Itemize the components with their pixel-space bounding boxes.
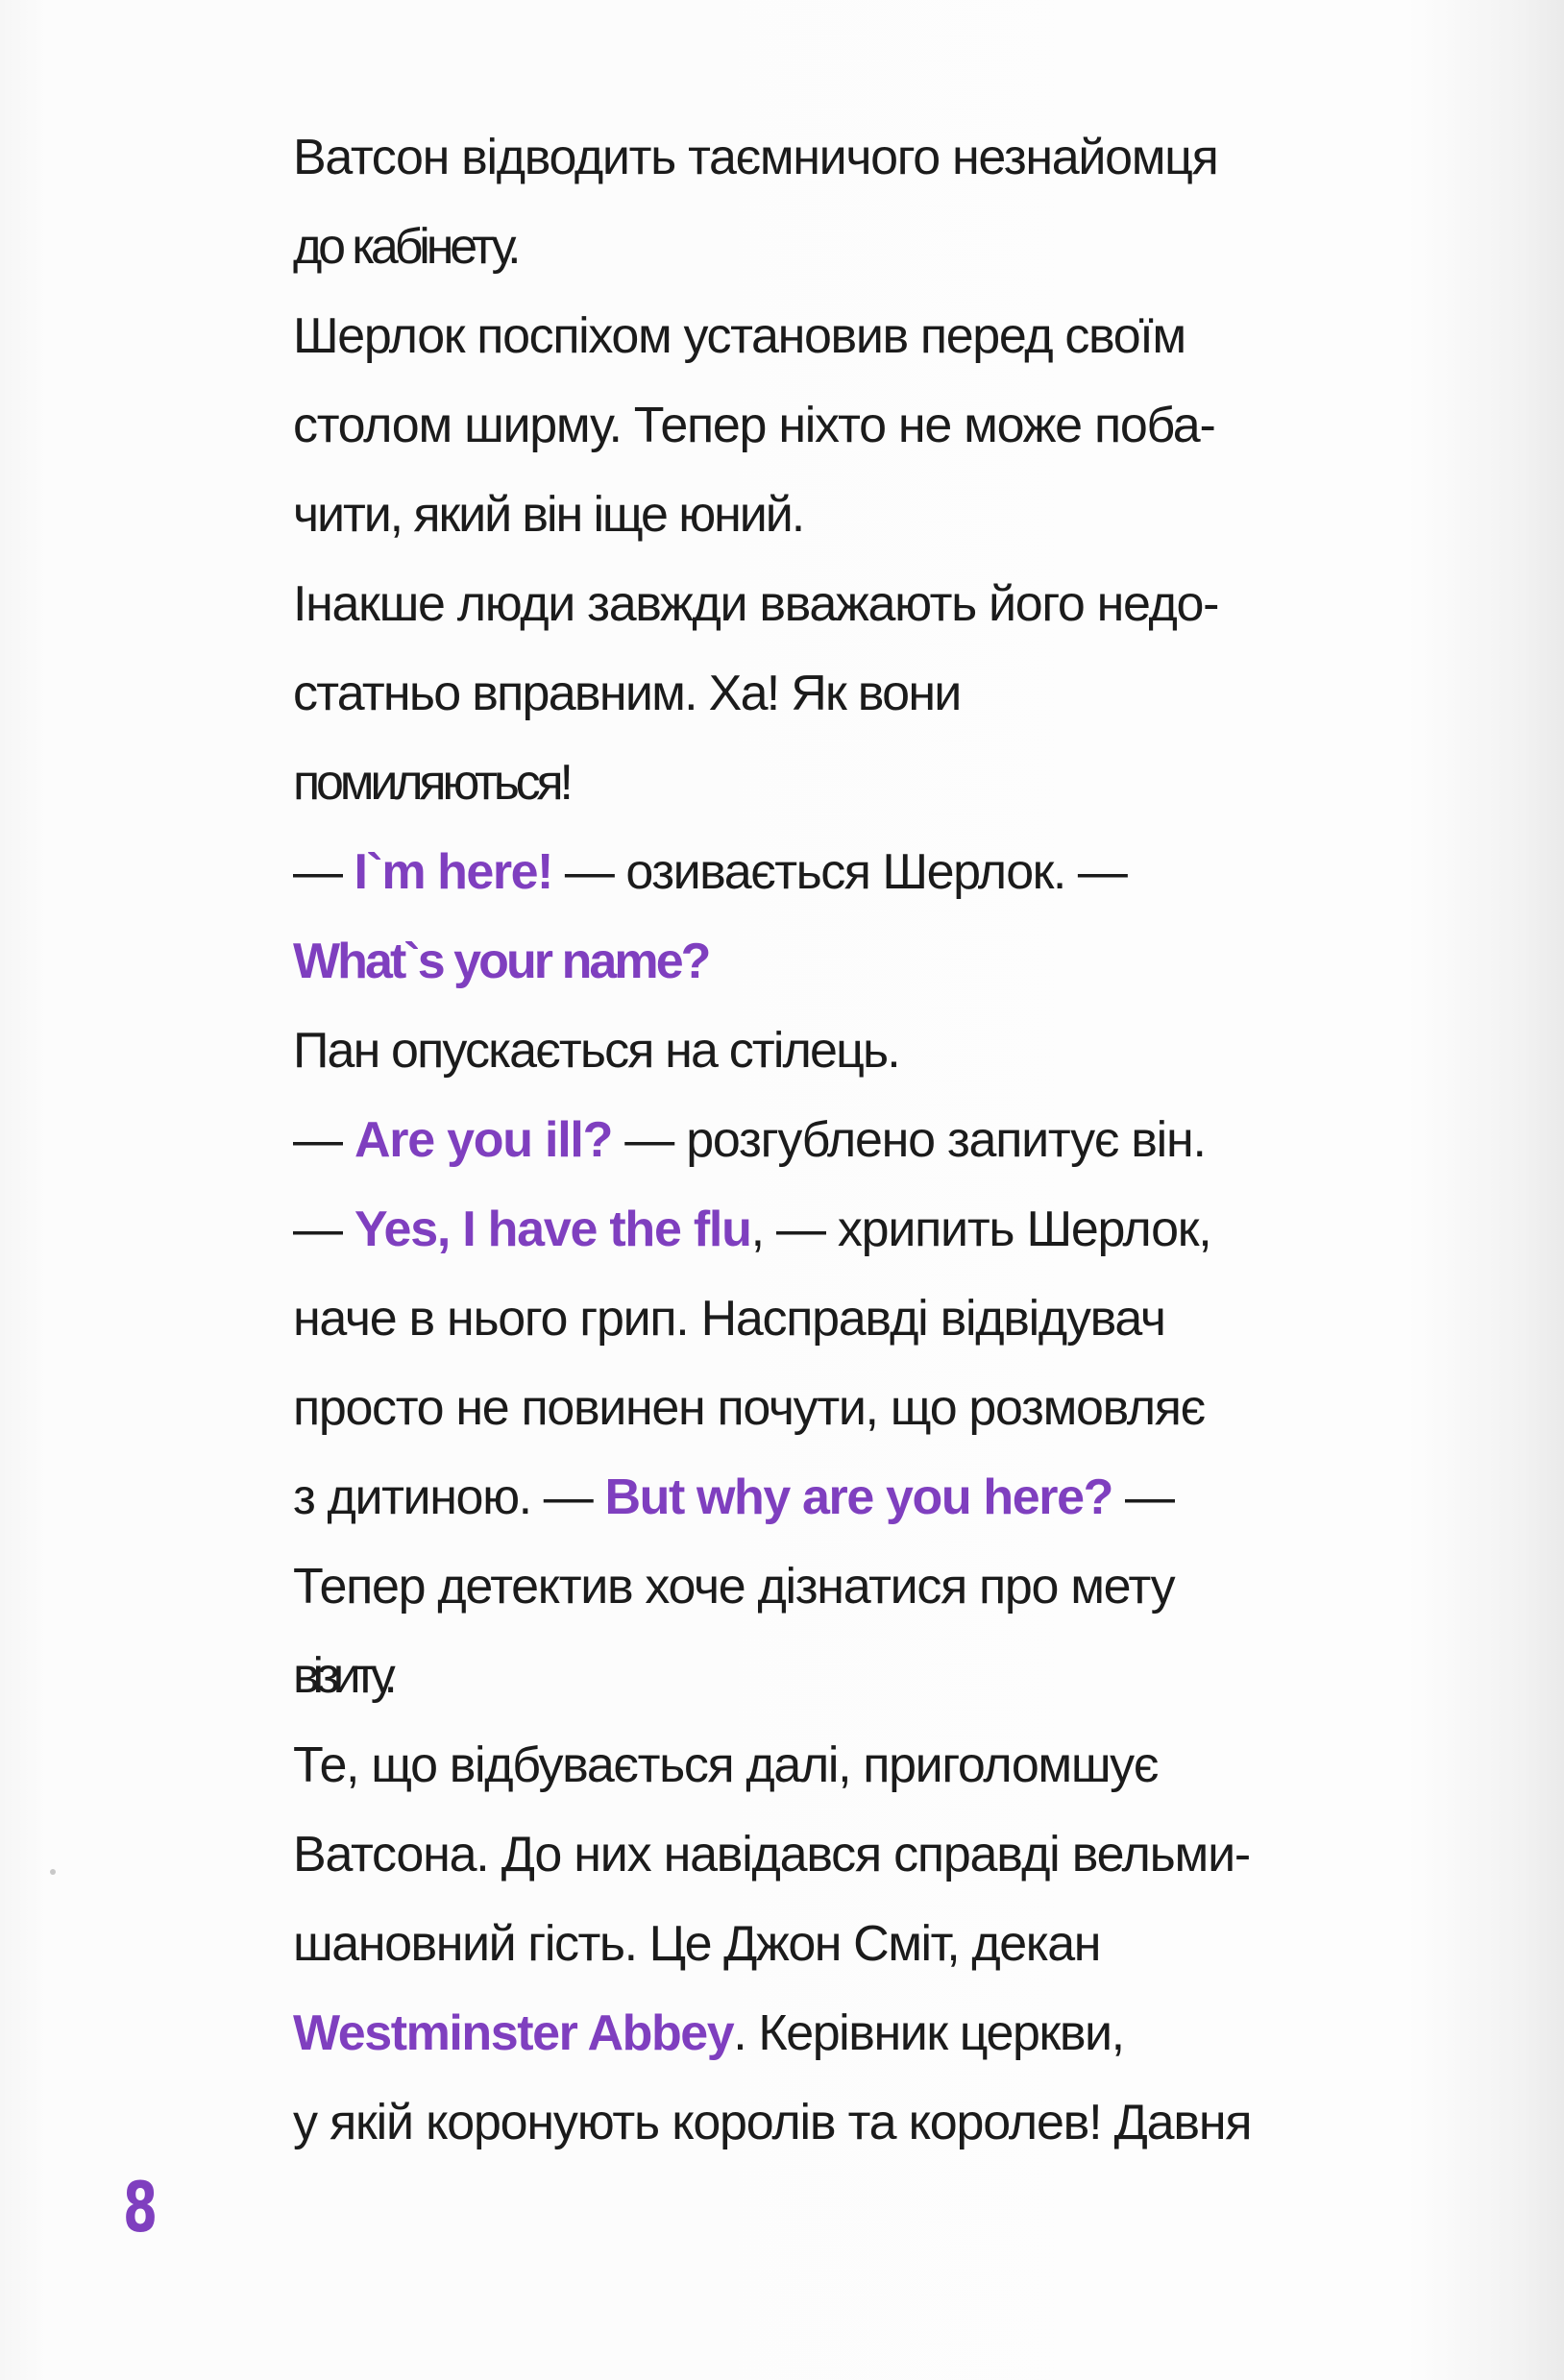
text-segment: просто не повинен почути, що розмовляє <box>293 1380 1205 1436</box>
text-segment: — розгублено запитує він. <box>612 1112 1206 1168</box>
text-segment: шановний гість. Це Джон Сміт, декан <box>293 1916 1100 1972</box>
text-segment: — озивається Шерлок. — <box>551 844 1127 900</box>
english-phrase: But why are you here? <box>604 1469 1112 1525</box>
english-phrase: Westminster Abbey <box>293 2005 734 2061</box>
text-segment: у якій коронують королів та королев! Давня <box>293 2095 1252 2150</box>
text-segment: столом ширму. Тепер ніхто не може поба- <box>293 398 1215 453</box>
text-line <box>293 649 1475 739</box>
text-line <box>293 1632 1475 1721</box>
text-segment: статньо вправним. Ха! Як вони <box>293 666 961 721</box>
text-segment: Ватсон відводить таємничого незнайомця <box>293 130 1218 185</box>
page-number: 8 <box>123 2167 159 2247</box>
text-segment: Пан опускається на стілець. <box>293 1023 899 1079</box>
text-segment: Те, що відбувається далі, приголомшує <box>293 1737 1159 1793</box>
text-line <box>293 917 1475 1007</box>
text-line <box>293 1007 1475 1096</box>
body-text <box>293 113 1475 2168</box>
text-line <box>293 1810 1475 1900</box>
english-phrase: Are you ill? <box>354 1112 613 1168</box>
text-segment: Інакше люди завжди вважають його недо- <box>293 576 1219 632</box>
english-phrase: What`s your name? <box>293 934 709 989</box>
english-phrase: Yes, I have the flu <box>354 1202 751 1257</box>
text-line <box>293 1542 1475 1632</box>
text-line <box>293 2078 1475 2168</box>
text-segment: візиту. <box>293 1648 391 1704</box>
text-segment: наче в нього грип. Насправді відвідувач <box>293 1291 1165 1347</box>
text-line <box>293 1096 1475 1185</box>
scan-speck <box>50 1869 56 1875</box>
text-segment: , — хрипить Шерлок, <box>750 1202 1211 1257</box>
text-segment: до кабінету. <box>293 219 518 275</box>
text-line <box>293 381 1475 471</box>
text-segment: — <box>293 1112 354 1168</box>
text-segment: . Керівник церкви, <box>733 2005 1124 2061</box>
text-line <box>293 113 1475 203</box>
text-line <box>293 471 1475 560</box>
text-line <box>293 1185 1475 1275</box>
text-line <box>293 1989 1475 2078</box>
text-segment: — <box>293 844 354 900</box>
text-line <box>293 739 1475 828</box>
text-line <box>293 560 1475 649</box>
text-segment: Ватсона. До них навідався справді вельми- <box>293 1827 1250 1882</box>
text-segment: помиляються! <box>293 755 570 811</box>
text-segment: — <box>293 1202 354 1257</box>
text-line <box>293 292 1475 381</box>
text-line <box>293 1453 1475 1542</box>
text-line <box>293 1721 1475 1810</box>
text-line <box>293 828 1475 917</box>
text-line <box>293 1275 1475 1364</box>
text-line <box>293 203 1475 292</box>
text-segment: — <box>1112 1469 1174 1525</box>
text-segment: Шерлок поспіхом установив перед своїм <box>293 308 1185 364</box>
text-segment: чити, який він іще юний. <box>293 487 804 543</box>
text-line <box>293 1364 1475 1453</box>
english-phrase: I`m here! <box>354 844 552 900</box>
text-line <box>293 1900 1475 1989</box>
text-segment: Тепер детектив хоче дізнатися про мету <box>293 1559 1175 1615</box>
text-segment: з дитиною. — <box>293 1469 605 1525</box>
